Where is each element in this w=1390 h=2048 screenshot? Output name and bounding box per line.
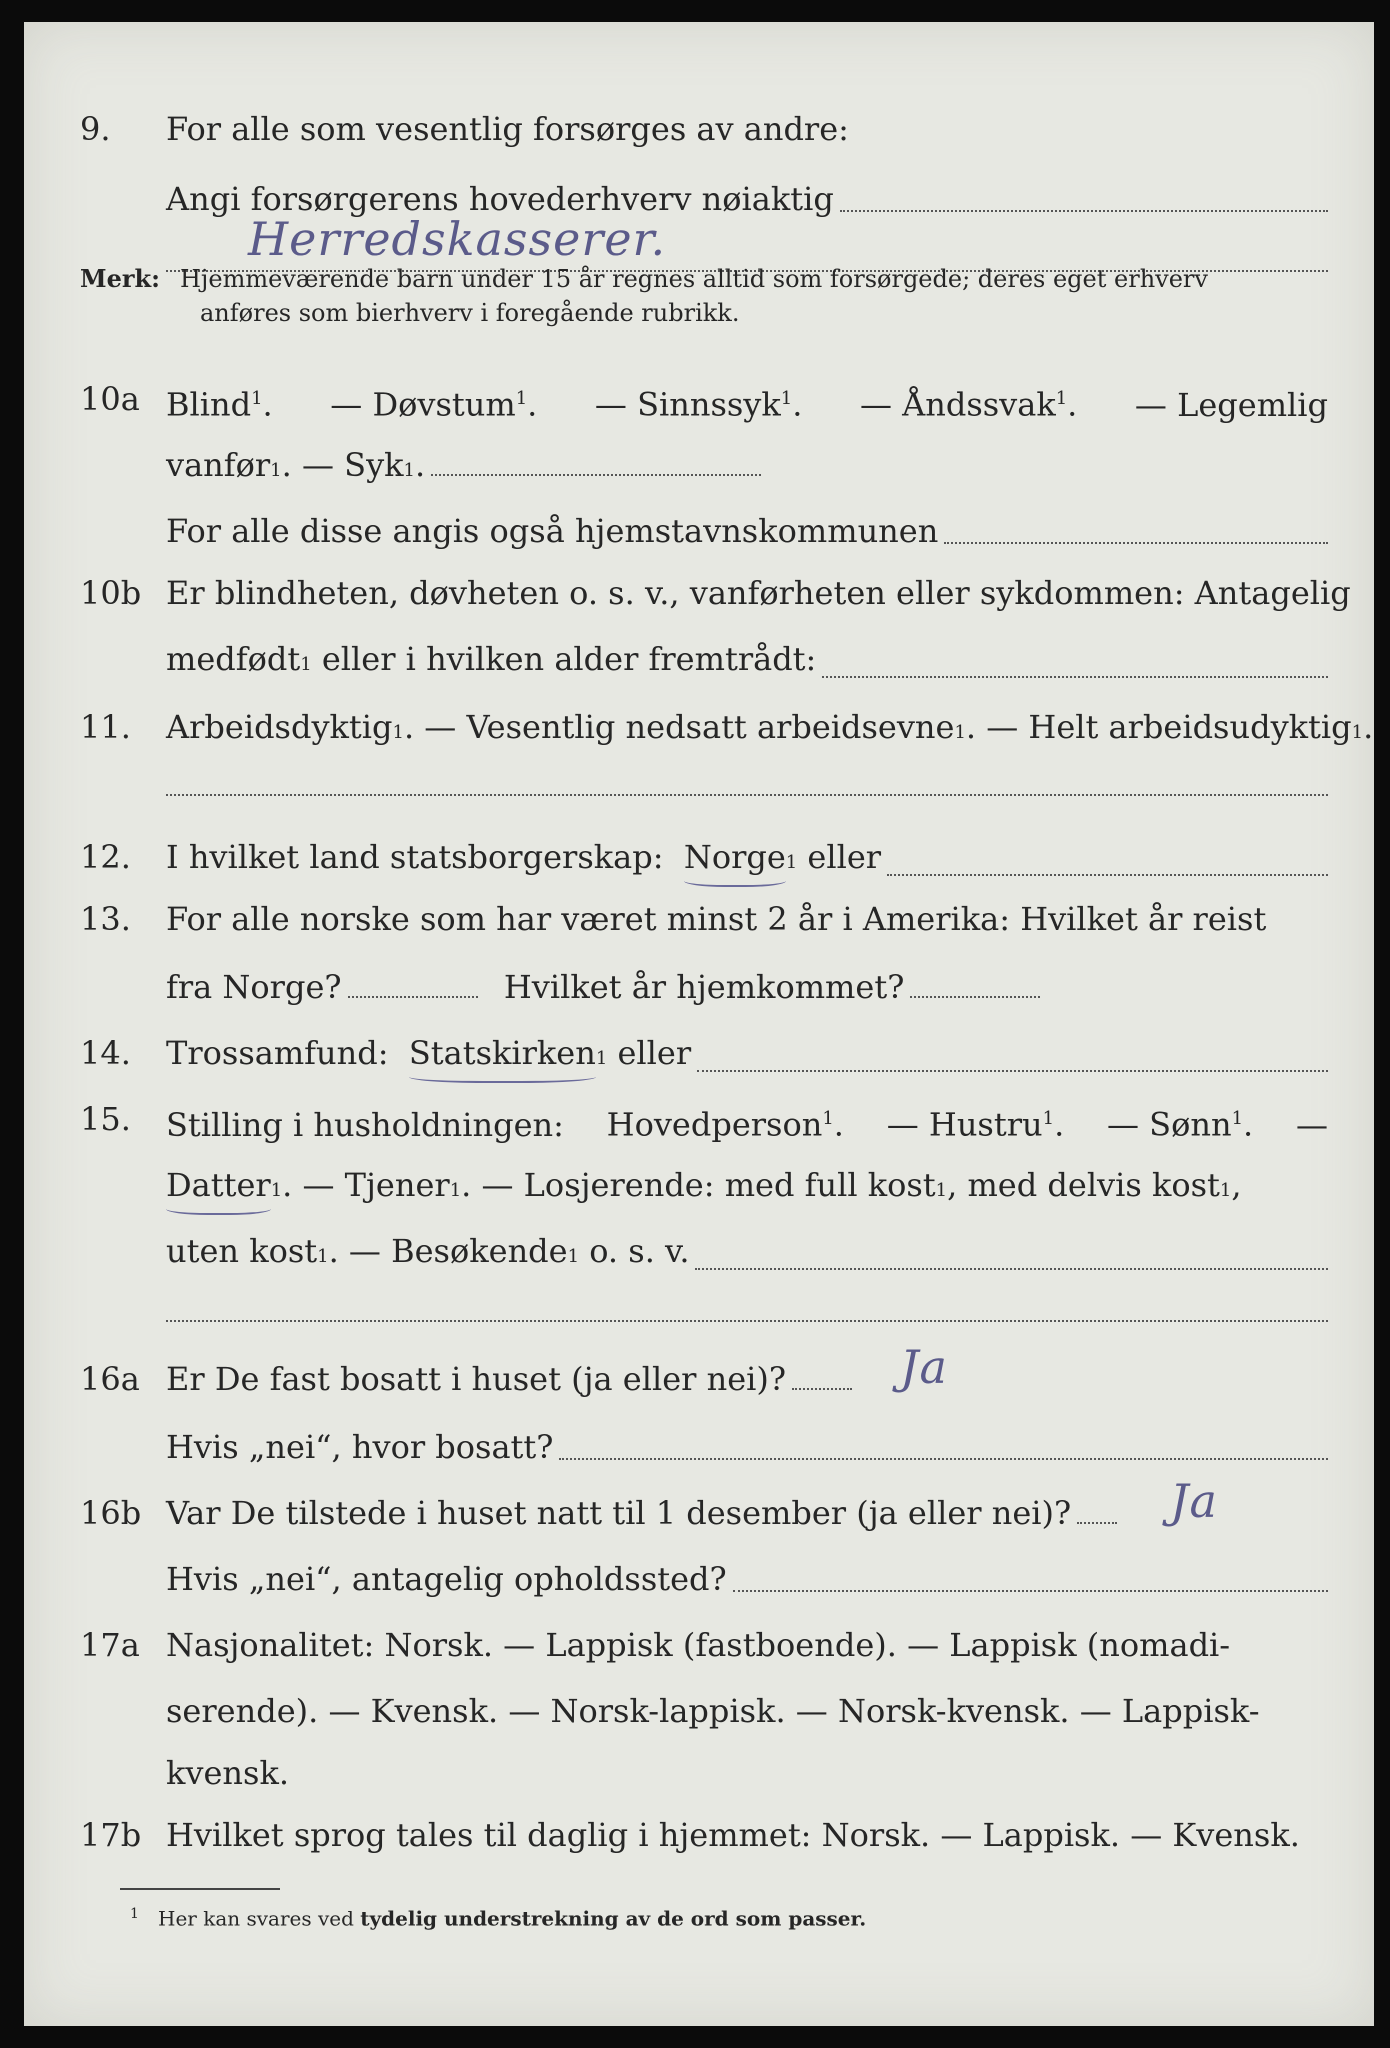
note-label: Merk:	[80, 264, 160, 293]
note-line-1: Hjemmeværende barn under 15 år regnes alltid som forsørgede; deres eget erhverv	[180, 265, 1208, 293]
footnote: $^1$ Her kan svares ved tydelig understrekning av de ord som passer.	[130, 1906, 867, 1931]
item-number: 16b	[80, 1494, 142, 1532]
note-line-2: anføres som bierhverv i foregående rubrikk.	[200, 299, 740, 327]
item-number: 10b	[80, 574, 142, 612]
handwritten-answer-16a: Ja	[900, 1340, 948, 1394]
item-number: 12.	[80, 838, 131, 876]
footnote-rule	[120, 1888, 280, 1890]
item-number: 9.	[80, 110, 111, 148]
handwritten-answer-occupation: Herredskasserer.	[248, 212, 667, 266]
item-number: 13.	[80, 900, 131, 938]
item-9-question: For alle som vesentlig forsørges av andre:	[166, 110, 849, 148]
item-9-question-2: Angi forsørgerens hovederhverv nøiaktig	[166, 180, 834, 218]
item-number: 16a	[80, 1360, 140, 1398]
item-number: 17a	[80, 1626, 140, 1664]
handwritten-answer-16b: Ja	[1170, 1474, 1218, 1528]
item-number: 11.	[80, 708, 131, 746]
item-number: 17b	[80, 1816, 142, 1854]
item-number: 15.	[80, 1100, 131, 1138]
answer-line	[166, 794, 1328, 796]
underlined-choice-norge: Norge	[684, 830, 786, 887]
answer-line	[166, 1320, 1328, 1322]
underlined-choice-statskirken: Statskirken	[409, 1026, 596, 1083]
underlined-choice-datter: Datter	[166, 1158, 271, 1215]
item-number: 10a	[80, 380, 140, 418]
item-number: 14.	[80, 1034, 131, 1072]
